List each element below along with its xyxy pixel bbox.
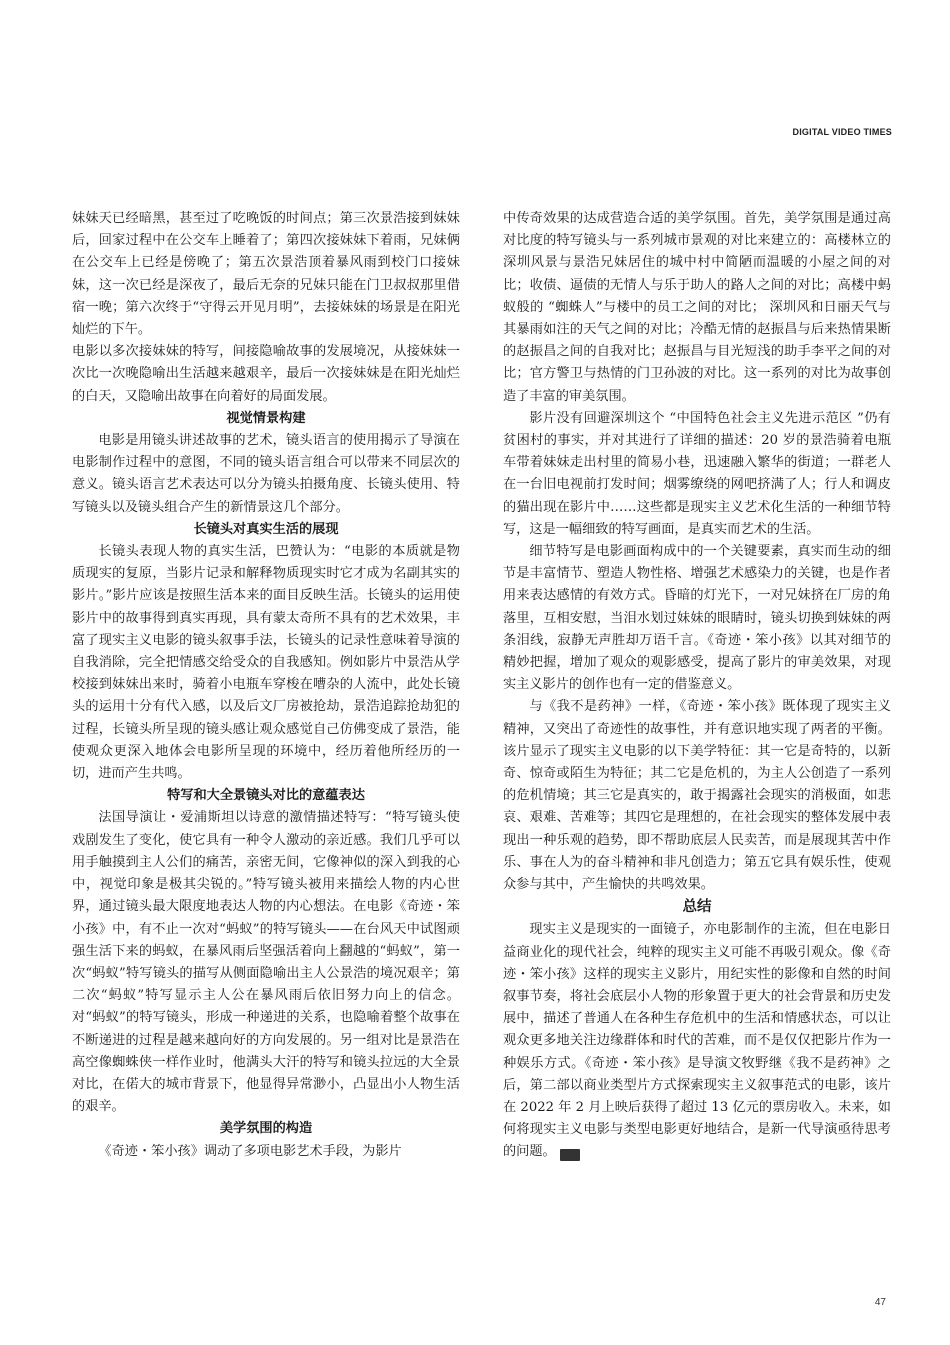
paragraph: 细节特写是电影画面构成中的一个关键要素，真实而生动的细节是丰富情节、塑造人物性格、增强艺术感染力的关键，也是作者用来表达感情的有效方式。昏暗的灯光下，一对兄妹挤在厂房的角落里，互相安慰，当泪水划过妹妹的眼睛时，镜头切换到妹妹的两条泪线，寂静无声胜却万语千言。《奇迹・笨小孩》以其对细节的精妙把握，增加了观众的观影感受，提高了影片的审美效果，对现实主义影片的创作也有一定的借鉴意义。 xyxy=(503,544,891,693)
right-column xyxy=(503,208,891,1164)
end-mark-logo: DV xyxy=(560,1149,580,1161)
journal-header: DIGITAL VIDEO TIMES xyxy=(792,127,892,137)
paragraph: 法国导演让・爱浦斯坦以诗意的激情描述特写：“特写镜头使戏剧发生了变化，使它具有一种令人激动的亲近感。我们几乎可以用手触摸到主人公们的痛苦，亲密无间，它像神似的深入到我的心中，视觉印象是极其尖锐的。”特写镜头被用来描绘人物的内心世界，通过镜头最大限度地表达人物的内心想法。在电影《奇迹・笨小孩》中，有不止一次对“蚂蚁”的特写镜头——在台风天中试图顽强生活下来的蚂蚁，在暴风雨后坚强活着向上翻越的“蚂蚁”，第一次“蚂蚁”特写镜头的描写从侧面隐喻出主人公景浩的境况艰辛；第二次“蚂蚁”特写显示主人公在暴风雨后依旧努力向上的信念。对“蚂蚁”的特写镜头，形成一种递进的关系，也隐喻着整个故事在不断递进的过程是越来越向好的方向发展的。另一组对比是景浩在高空像蜘蛛侠一样作业时，他满头大汗的特写和镜头拉远的大全景对比，在偌大的城市背景下，他显得异常渺小，凸显出小人物生活的艰辛。 xyxy=(72,810,460,1115)
paragraph-summary xyxy=(503,919,891,1163)
section-heading-summary: 总结 xyxy=(682,899,712,916)
subsection-heading-closeup: 特写和大全景镜头对比的意蕴表达 xyxy=(167,788,365,804)
paragraph: 影片没有回避深圳这个 “中国特色社会主义先进示范区 ”仍有贫困村的事实，并对其进行了详细的描述：20 岁的景浩骑着电瓶车带着妹妹走出村里的简易小巷，迅速融入繁华的街道；一群老人在一台旧电视前打发时间；烟雾缭绕的网吧挤满了人；行人和调皮的猫出现在影片中……这些都是现实主义艺术化生活的一种细节特写，这是一幅细致的特写画面，是真实而艺术的生活。 xyxy=(503,410,891,537)
page-number: 47 xyxy=(874,1297,886,1308)
subsection-heading-aesthetic: 美学氛围的构造 xyxy=(219,1121,313,1137)
paragraph: 长镜头表现人物的真实生活，巴赞认为：“电影的本质就是物质现实的复原，当影片记录和解释物质现实时它才成为名副其实的影片。”影片应该是按照生活本来的面目反映生活。长镜头的运用使影片中的故事得到真实再现，具有蒙太奇所不具有的艺术效果，丰富了现实主义电影的镜头叙事手法，长镜头的记录性意味着导演的自我消除，完全把情感交给受众的自我感知。例如影片中景浩从学校接到妹妹出来时，骑着小电瓶车穿梭在嘈杂的人流中，此处长镜头的运用十分有代入感，以及后文厂房被抢劫，景浩追踪抢劫犯的过程，长镜头所呈现的镜头感让观众感觉自己仿佛变成了景浩，能使观众更深入地体会电影所呈现的环境中，经历着他所经历的一切，进而产生共鸣。 xyxy=(72,544,460,782)
section-heading-visual: 视觉情景构建 xyxy=(226,410,306,426)
paragraph: 电影以多次接妹妹的特写，间接隐喻故事的发展境况，从接妹妹一次比一次晚隐喻出生活越来越艰辛，最后一次接妹妹是在阳光灿烂的白天，又隐喻出故事在向着好的局面发展。 xyxy=(72,344,460,404)
summary-text: 现实主义是现实的一面镜子，亦电影制作的主流，但在电影日益商业化的现代社会，纯粹的现实主义可能不再吸引观众。像《奇迹・笨小孩》这样的现实主义影片，用纪实性的影像和自然的时间叙事节奏，将社会底层小人物的形象置于更大的社会背景和历史发展中，描述了普通人在各种生存危机中的生活和情感状态，可以让观众更多地关注边缘群体和时代的苦难，而不是仅仅把影片作为一种娱乐方式。《奇迹・笨小孩》是导演文牧野继《我不是药神》之后，第二部以商业类型片方式探索现实主义叙事范式的电影，该片在 2022 年 2 月上映后获得了超过 13 亿元的票房收入。未来，如何将现实主义电影与类型电影更好地结合，是新一代导演亟待思考的问题。 xyxy=(503,922,891,1160)
paragraph: 妹妹天已经暗黑，甚至过了吃晚饭的时间点；第三次景浩接到妹妹后，回家过程中在公交车上睡着了；第四次接妹妹下着雨，兄妹俩在公交车上已经是傍晚了；第五次景浩顶着暴风雨到校门口接妹妹，这一次已经是深夜了，最后无奈的兄妹只能在门卫叔叔那里借宿一晚；第六次终于“守得云开见月明”，去接妹妹的场景是在阳光灿烂的下午。 xyxy=(72,211,460,338)
paragraph: 《奇迹・笨小孩》调动了多项电影艺术手段，为影片 xyxy=(98,1143,402,1159)
left-column xyxy=(72,208,460,1163)
paragraph: 与《我不是药神》一样，《奇迹・笨小孩》既体现了现实主义精神，又突出了奇迹性的故事性，并有意识地实现了两者的平衡。该片显示了现实主义电影的以下美学特征：其一它是奇特的，以新奇、惊奇或陌生为特征；其二它是危机的，为主人公创造了一系列的危机情境；其三它是真实的，敢于揭露社会现实的消极面，如悲哀、艰难、苦难等；其四它是理想的，在社会现实的整体发展中表现出一种乐观的趋势，即不帮助底层人民卖苦，而是展现其苦中作乐、事在人为的奋斗精神和非凡创造力；第五它具有娱乐性，使观众参与其中，产生愉快的共鸣效果。 xyxy=(503,699,891,893)
paragraph: 中传奇效果的达成营造合适的美学氛围。首先，美学氛围是通过高对比度的特写镜头与一系列城市景观的对比来建立的：高楼林立的深圳风景与景浩兄妹居住的城中村中简陋而温暖的小屋之间的对比；收债、逼债的无情人与乐于助人的路人之间的对比；高楼中蚂蚁般的 “蜘蛛人”与楼中的员工之间的对比； 深圳风和日丽天气与其暴雨如注的天气之间的对比；冷酷无情的赵振昌与后来热情果断的赵振昌之间的自我对比；赵振昌与目光短浅的助手李平之间的对比；官方警卫与热情的门卫孙波的对比。这一系列的对比为故事创造了丰富的审美氛围。 xyxy=(503,211,891,404)
subsection-heading-long-take: 长镜头对真实生活的展现 xyxy=(193,521,339,537)
paragraph: 电影是用镜头讲述故事的艺术，镜头语言的使用揭示了导演在电影制作过程中的意图，不同的镜头语言组合可以带来不同层次的意义。镜头语言艺术表达可以分为镜头拍摄角度、长镜头使用、特写镜头以及镜头组合产生的新情景这几个部分。 xyxy=(72,433,460,515)
